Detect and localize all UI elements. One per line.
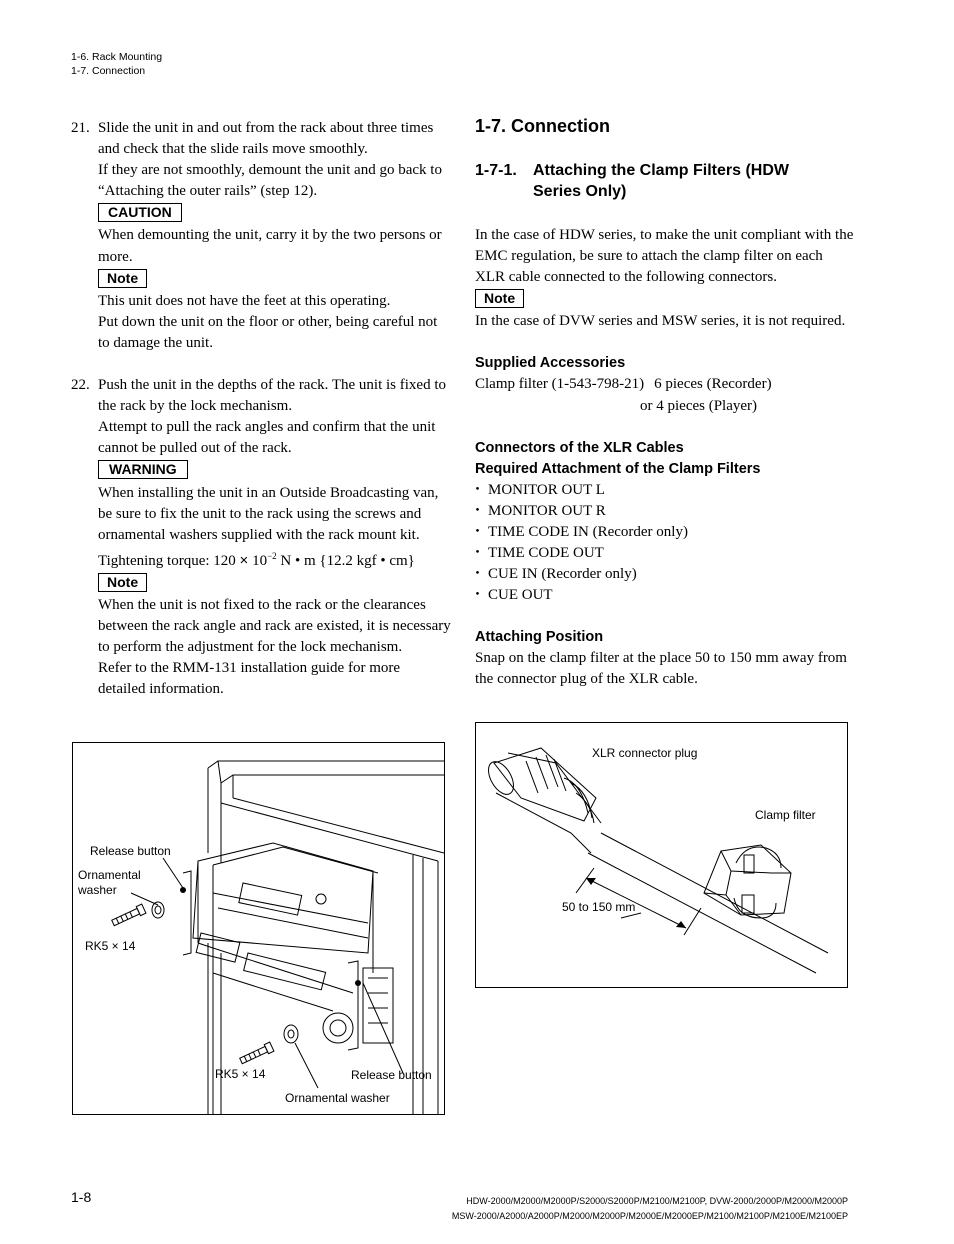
note-text-2: Refer to the RMM-131 installation guide for more detailed information. [98, 660, 401, 698]
note-text-1: When the unit is not fixed to the rack or the clearances between the rack angle and rack are existed, it is necessary to perform the adjustment for the lock mechanism. [98, 596, 451, 656]
supplied-heading: Supplied Accessories [475, 355, 626, 372]
note-text-1: This unit does not have the feet at this operating. [98, 292, 391, 309]
warning-label: WARNING [98, 460, 188, 479]
step-text: Push the unit in the depths of the rack. The unit is fixed to the rack by the lock mechanism. [98, 377, 447, 415]
rack-illustration [73, 743, 444, 1114]
position-text: Snap on the clamp filter at the place 50 to 150 mm away from the connector plug of the XLR cable. [475, 650, 847, 688]
step-22 [71, 375, 451, 700]
footer-models: HDW-2000/M2000/M2000P/S2000/S2000P/M2100/M2100P, DVW-2000/2000P/M2000/M2000P MSW-2000/A2000/A2000P/M2000/M2000P/M2000E/M2000EP/M2100/M2100P/M2100E/M2100EP [451, 1196, 848, 1221]
rack-mount-figure [72, 742, 445, 1115]
step-text-2: Attempt to pull the rack angles and confirm that the unit cannot be pulled out of the rack. [98, 419, 436, 457]
label-rk5-left: RK5 × 14 [85, 939, 136, 953]
label-ornamental-washer-left: Ornamental washer [78, 868, 141, 897]
label-distance: 50 to 150 mm [562, 900, 636, 914]
step-text: Slide the unit in and out from the rack about three times and check that the slide rails move smoothly. [98, 120, 434, 158]
label-clamp-filter: Clamp filter [755, 808, 816, 822]
connectors-heading-1: Connectors of the XLR Cables [475, 439, 684, 456]
header-line-2: 1-7. Connection [71, 65, 146, 77]
clamp-filter-figure [475, 722, 848, 988]
caution-text: When demounting the unit, carry it by the two persons or more. [98, 227, 442, 265]
label-xlr-connector-plug: XLR connector plug [592, 746, 698, 760]
label-release-button-top: Release button [90, 844, 171, 858]
list-item: ・ MONITOR OUT L [475, 480, 855, 501]
note-label: Note [98, 573, 147, 592]
position-heading: Attaching Position [475, 629, 604, 646]
page-number: 1-8 [71, 1189, 92, 1205]
note-label: Note [475, 289, 524, 308]
note-label: Note [98, 269, 147, 288]
caution-label: CAUTION [98, 203, 182, 222]
note-text: In the case of DVW series and MSW series, it is not required. [475, 313, 846, 330]
list-item: ・ TIME CODE OUT [475, 543, 855, 564]
connectors-heading-2: Required Attachment of the Clamp Filters [475, 460, 761, 477]
warning-text: When installing the unit in an Outside Broadcasting van, be sure to fix the unit to the rack using the screws and ornamental washers supplied with the rack mount kit. [98, 484, 439, 543]
step-number: 21. [71, 120, 90, 136]
subsection-title: 1-7-1. Attaching the Clamp Filters (HDW Series Only) [475, 162, 790, 200]
label-release-button-bottom: Release button [351, 1068, 432, 1082]
right-column [475, 225, 855, 690]
list-item: ・ MONITOR OUT R [475, 501, 855, 522]
xlr-cable-illustration [476, 723, 847, 987]
step-21 [71, 118, 451, 354]
left-column [71, 118, 451, 700]
list-item: ・ CUE IN (Recorder only) [475, 564, 855, 585]
note-text-2: Put down the unit on the floor or other, being careful not to damage the unit. [98, 313, 438, 351]
list-item: ・ TIME CODE IN (Recorder only) [475, 522, 855, 543]
step-text-2: If they are not smoothly, demount the unit and go back to “Attaching the outer rails” (step 12). [98, 162, 442, 200]
connector-list [475, 480, 855, 607]
running-header [71, 50, 162, 78]
intro-text: In the case of HDW series, to make the unit compliant with the EMC regulation, be sure to attach the clamp filter on each XLR cable connected to the following connectors. [475, 227, 854, 286]
torque-text: Tightening torque: $120 \times 10^{-2}$ N • m {12.2 kgf • cm} [98, 550, 415, 569]
supplied-line-2: or 4 pieces (Player) [640, 397, 758, 414]
list-item: ・ CUE OUT [475, 585, 855, 606]
label-ornamental-washer-bottom: Ornamental washer [285, 1091, 390, 1105]
label-rk5-bottom: RK5 × 14 [215, 1067, 266, 1081]
supplied-line-1: Clamp filter (1-543-798-21) 6 pieces (Recorder) [475, 376, 772, 393]
section-title: 1-7. Connection [475, 116, 611, 136]
header-line-1: 1-6. Rack Mounting [71, 51, 163, 63]
step-number: 22. [71, 377, 90, 394]
